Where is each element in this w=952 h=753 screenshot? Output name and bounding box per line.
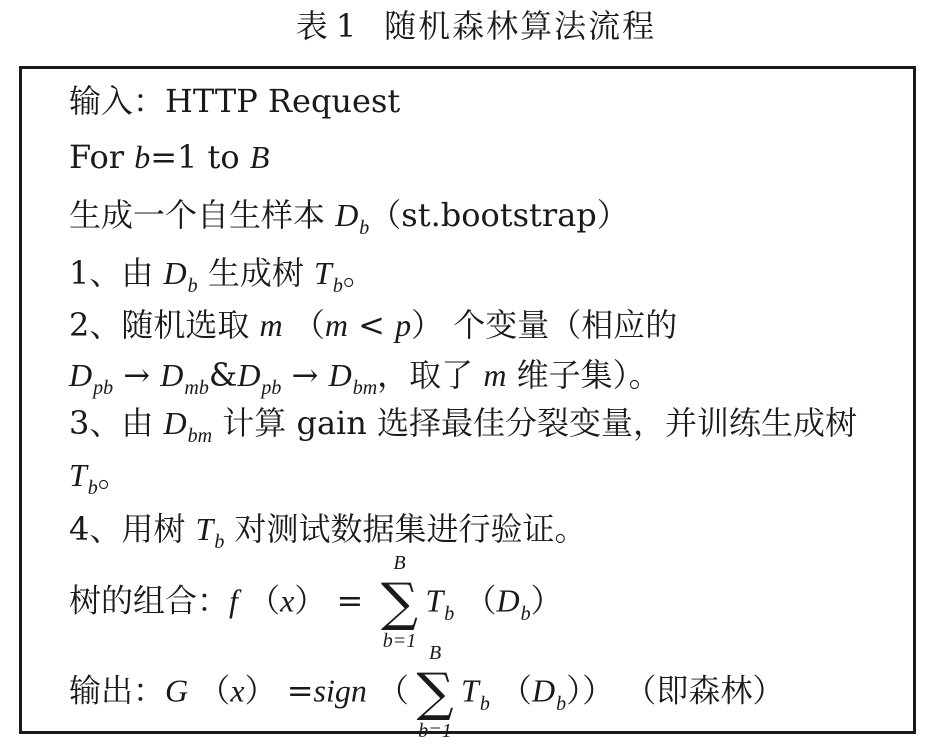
d4-sub: bm — [352, 377, 378, 399]
caption-label: 表 — [295, 7, 330, 45]
combine-D: D — [496, 582, 520, 619]
step3-sub: bm — [187, 425, 213, 447]
output-note: （即森林） — [624, 671, 785, 710]
output-eq: = — [286, 671, 314, 710]
step2-m2: m — [324, 307, 348, 343]
combine-x: x — [280, 582, 295, 619]
sum-lower-output: b=1 — [418, 720, 452, 742]
sigma-icon: ∑ — [380, 573, 419, 633]
for-line — [69, 137, 269, 177]
sum-upper: B — [393, 552, 406, 574]
caption-title: 随机森林算法流程 — [384, 7, 657, 45]
step4-line — [69, 509, 587, 554]
step3-var: D — [163, 405, 187, 441]
bootstrap-text: 生成一个自生样本 — [69, 196, 326, 234]
d1-sub: pb — [93, 377, 114, 399]
summation-output — [413, 642, 457, 742]
step2a-line — [69, 305, 677, 345]
sample-sub: b — [359, 217, 370, 239]
combine-open2: （ — [464, 581, 497, 620]
combine-D-sub: b — [520, 602, 531, 625]
step2-m: m — [259, 307, 283, 343]
output-open3: （ — [500, 671, 533, 710]
output-open: （ — [198, 671, 231, 710]
step3-rest: 计算 gain 选择最佳分裂变量，并训练生成树 — [222, 404, 858, 442]
d2: D — [160, 357, 184, 393]
step4-sub: b — [214, 531, 225, 553]
input-label: 输入： — [69, 82, 166, 120]
amp: & — [208, 356, 238, 394]
d2-sub: mb — [184, 377, 209, 399]
output-prefix: 输出： — [69, 671, 166, 710]
sum-lower: b=1 — [382, 630, 417, 652]
step1-mid: 生成树 — [207, 254, 304, 292]
output-D-sub: b — [556, 692, 567, 715]
step3b-var: T — [69, 457, 87, 493]
step4-var: T — [195, 511, 214, 547]
bootstrap-line — [69, 195, 629, 240]
caption-number: 1 — [335, 7, 359, 45]
loop-var: b — [134, 139, 151, 175]
combine-open: （ — [248, 581, 281, 620]
sample-var: D — [335, 197, 359, 233]
combine-eq: = — [336, 581, 364, 620]
step4-rest: 对测试数据集进行验证。 — [234, 510, 587, 548]
step1-end: 。 — [342, 254, 375, 292]
output-D: D — [532, 672, 556, 709]
arrow1: → — [123, 356, 151, 394]
output-line — [69, 642, 785, 742]
combine-T: T — [425, 582, 444, 619]
output-x: x — [230, 672, 245, 709]
combine-f: f — [229, 582, 238, 619]
step1-line — [69, 253, 375, 298]
for-keyword: For — [69, 138, 125, 176]
sum-upper-output: B — [428, 642, 442, 664]
step1-sub2: b — [332, 275, 343, 297]
step3b-sub: b — [87, 477, 98, 499]
step2-open: （ — [292, 306, 325, 344]
algorithm-table — [19, 66, 916, 742]
step2-lt: < — [358, 306, 385, 344]
output-sign: sign — [313, 672, 367, 709]
step2-close: ） — [411, 306, 444, 344]
d4: D — [328, 357, 352, 393]
d1: D — [69, 357, 93, 393]
step3b-line — [69, 455, 130, 500]
step2-rest: 个变量（相应的 — [453, 306, 678, 344]
loop-start: =1 — [150, 138, 198, 176]
output-close: ） — [244, 671, 277, 710]
sigma-icon-output: ∑ — [416, 663, 454, 723]
step1-sub: b — [187, 275, 198, 297]
step3-prefix: 3、由 — [69, 404, 154, 442]
input-line — [69, 81, 400, 121]
combine-line — [69, 552, 563, 652]
step1-var: D — [163, 255, 187, 291]
step2b-rest1: ，取了 — [377, 356, 474, 394]
combine-close2: ） — [530, 581, 563, 620]
combine-T-sub: b — [444, 602, 455, 625]
step4-prefix: 4、用树 — [69, 510, 186, 548]
step2b-rest2: 维子集）。 — [516, 356, 661, 394]
output-G: G — [165, 672, 189, 709]
step2-p: p — [395, 307, 412, 343]
step3b-end: 。 — [97, 456, 130, 494]
step1-var2: T — [314, 255, 332, 291]
bootstrap-note: （st.bootstrap） — [369, 196, 629, 234]
output-T-sub: b — [479, 692, 490, 715]
input-value: HTTP Request — [165, 82, 401, 120]
step1-prefix: 1、由 — [69, 254, 154, 292]
loop-end: B — [249, 139, 270, 175]
table-caption — [0, 4, 952, 48]
combine-close: ） — [294, 581, 327, 620]
d3: D — [237, 357, 261, 393]
step2b-line — [69, 355, 661, 400]
to-keyword: to — [207, 138, 240, 176]
arrow2: → — [291, 356, 319, 394]
output-open2: （ — [377, 671, 410, 710]
output-T: T — [461, 672, 479, 709]
step3a-line — [69, 403, 857, 448]
step2-prefix: 2、随机选取 — [69, 306, 250, 344]
step2b-m: m — [483, 357, 507, 393]
combine-prefix: 树的组合： — [69, 581, 230, 620]
summation — [377, 552, 421, 652]
d3-sub: pb — [261, 377, 282, 399]
output-close2: ） — [582, 671, 615, 710]
output-close3: ） — [566, 671, 583, 710]
